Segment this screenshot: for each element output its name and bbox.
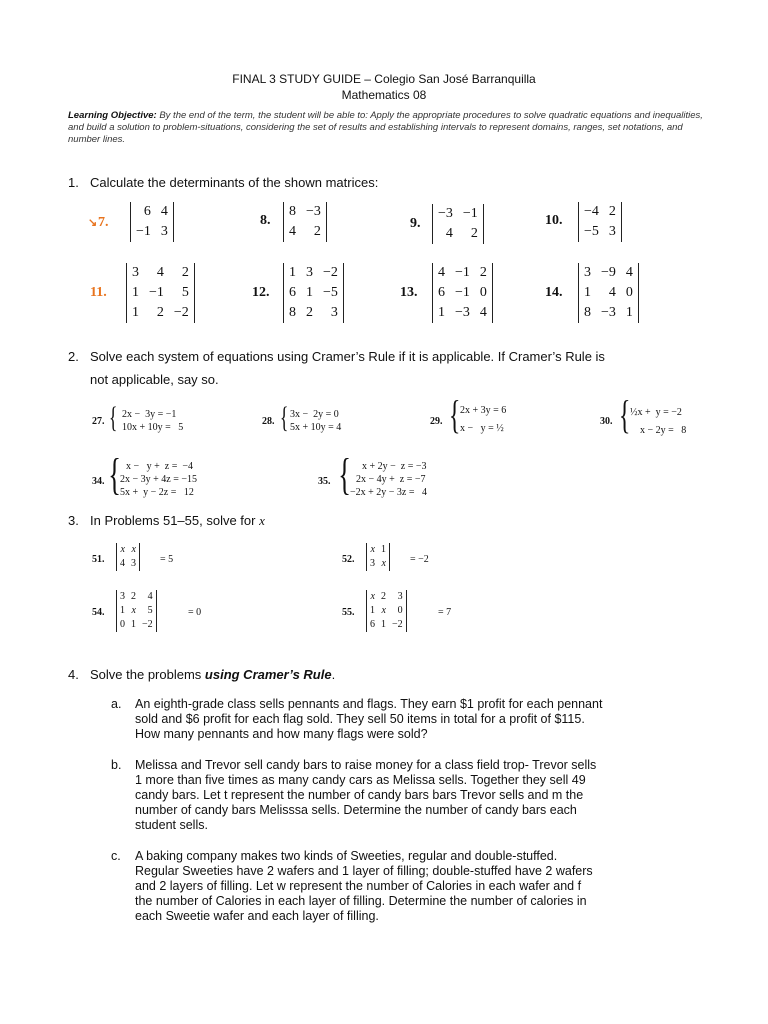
problem-label: 11.: [90, 285, 107, 300]
question-2: 2. Solve each system of equations using Cramer’s Rule if it is applicable. If Cramer’s Rule is: [68, 349, 605, 364]
matrix-14: 3 −9 4 1 4 0 8 −3 1: [578, 263, 639, 323]
learning-objective: [68, 110, 708, 146]
question-1: 1. Calculate the determinants of the shown matrices:: [68, 175, 379, 190]
problem-label: 14.: [545, 285, 563, 300]
matrix-7: 6 4 −1 3: [130, 202, 174, 242]
word-problem-a: a. An eighth-grade class sells pennants and flags. They earn $1 profit for each pennant sold and $6 profit for each flag sold. They sell 50 items in total for a profit of $115. How many pennants and how many flags were sold?: [111, 697, 603, 741]
matrix-12: 1 3 −2 6 1 −5 8 2 3: [283, 263, 344, 323]
problem-label: 12.: [252, 285, 270, 300]
matrix-13: 4 −1 2 6 −1 0 1 −3 4: [432, 263, 493, 323]
word-problem-b: b. Melissa and Trevor sell candy bars to raise money for a class field trop- Trevor sells 1 more than five times as many candy cars as Melissa sells. Together they sell 49 candy bars. Let t represent the number of candy bars bars Trevor sells and m the number of candy bars Melisssa sells. Determine the number of candy bars each student sells.: [111, 758, 597, 832]
matrix-9: −3 −1 4 2: [432, 204, 484, 244]
objective-label: Learning Objective:: [68, 110, 157, 121]
page-subtitle: Mathematics 08: [341, 88, 427, 102]
problem-label: 10.: [545, 213, 563, 228]
question-4: 4. Solve the problems using Cramer’s Rule.: [68, 667, 336, 682]
word-problem-c: c. A baking company makes two kinds of Sweeties, regular and double-stuffed. Regular Sweeties have 2 wafers and 1 layer of filling; double-stuffed have 2 wafers and 2 layers of filling. Let w represent the number of Calories in each wafer and f the number of Calories in each layer of filling. Determine the number of calories in each Sweetie wafer and each layer of filling.: [111, 849, 593, 923]
problem-label: 9.: [410, 216, 421, 231]
objective-text: By the end of the term, the student will be able to: Apply the appropriate procedures to solve quadratic equations and inequalities, and build a solution to problem-situations, considering the set of results and establishing intervals to represent domains, ranges, set notations, and number lines.: [68, 110, 703, 145]
problem-label: 8.: [260, 213, 271, 228]
matrix-10: −4 2 −5 3: [578, 202, 622, 242]
page-title: FINAL 3 STUDY GUIDE – Colegio San José Barranquilla: [232, 72, 536, 86]
problem-label: 13.: [400, 285, 418, 300]
problem-label: 7.: [98, 215, 109, 230]
question-3: 3. In Problems 51–55, solve for x: [68, 513, 265, 528]
question-2-cont: not applicable, say so.: [90, 372, 219, 387]
matrix-8: 8 −3 4 2: [283, 202, 327, 242]
matrix-11: 3 4 2 1 −1 5 1 2 −2: [126, 263, 195, 323]
arrow-marker-icon: ↘: [88, 217, 98, 229]
